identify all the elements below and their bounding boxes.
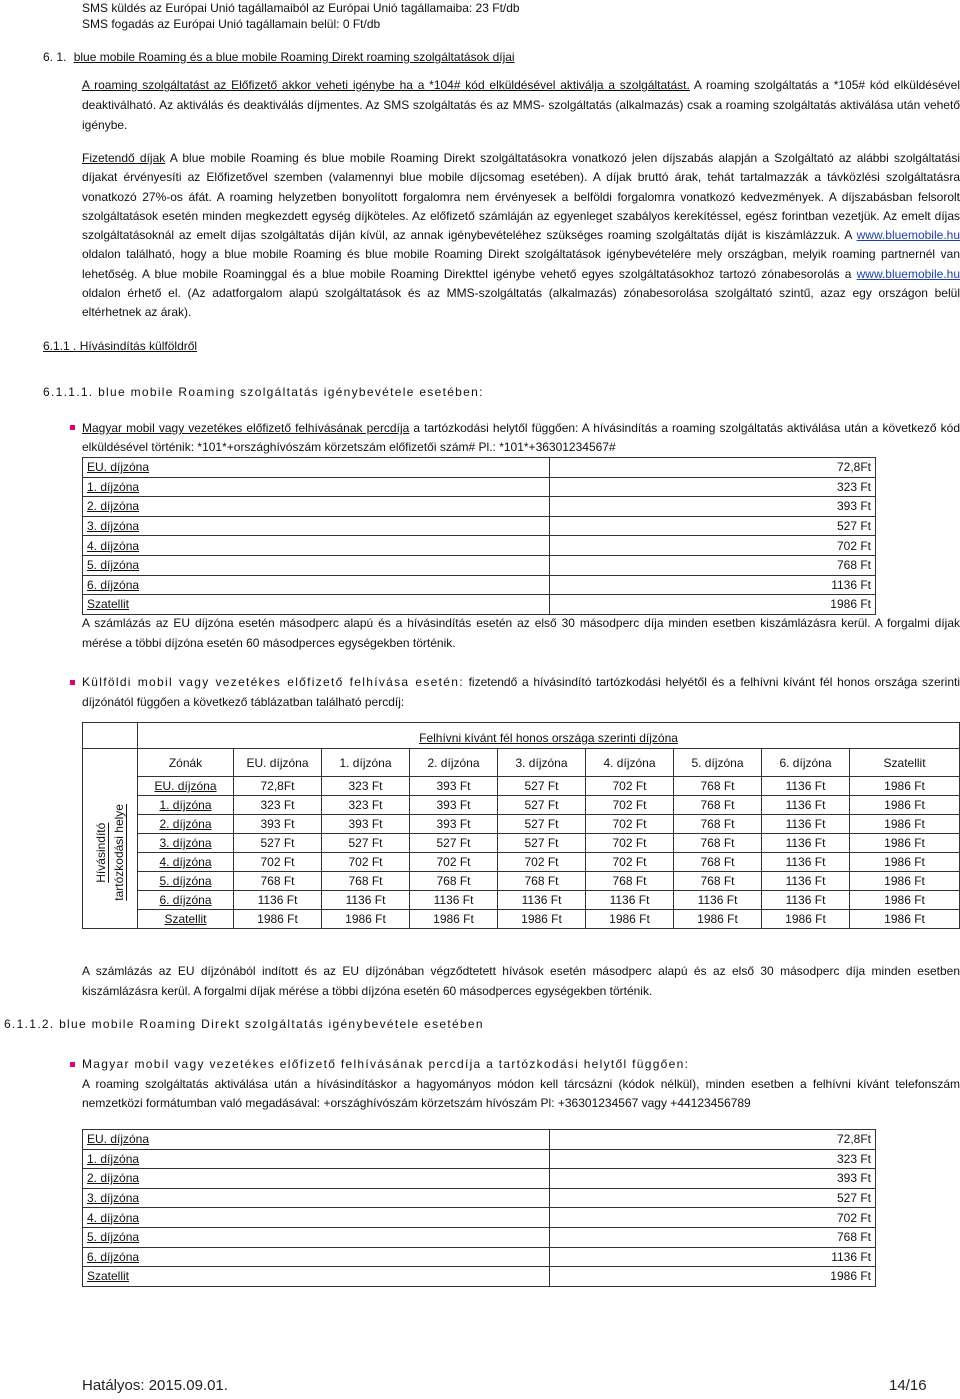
matrix-cell: 768 Ft	[410, 872, 498, 891]
zone-name: EU. díjzóna	[83, 458, 550, 478]
matrix-cell: 768 Ft	[322, 872, 410, 891]
matrix-cell: 393 Ft	[410, 815, 498, 834]
matrix-cell: 768 Ft	[674, 853, 762, 872]
table-row	[83, 1267, 876, 1287]
price-table-roaming-direkt	[82, 1129, 876, 1287]
matrix-cell: 1986 Ft	[850, 796, 960, 815]
matrix-column-header: 3. díjzóna	[498, 749, 586, 777]
zone-price: 1136 Ft	[549, 575, 875, 595]
header-line-2: SMS fogadás az Európai Unió tagállamain belül: 0 Ft/db	[82, 17, 381, 31]
matrix-cell: 527 Ft	[498, 777, 586, 796]
matrix-cell: 1986 Ft	[322, 910, 410, 929]
zone-name: 5. díjzóna	[83, 555, 550, 575]
matrix-cell: 323 Ft	[322, 796, 410, 815]
zone-price: 1986 Ft	[549, 595, 875, 615]
matrix-cell: 393 Ft	[234, 815, 322, 834]
matrix-corner: Zónák	[138, 749, 234, 777]
zone-price: 72,8Ft	[549, 458, 875, 478]
section-6-1-1-1-heading: 6.1.1.1. blue mobile Roaming szolgáltatás igénybevétele esetében:	[43, 385, 484, 399]
bullet-3-marker	[70, 1062, 75, 1067]
matrix-row	[83, 853, 960, 872]
bullet-1-text	[82, 419, 960, 457]
bullet-1-label: Magyar mobil vagy vezetékes előfizető felhívásának percdíja	[82, 421, 410, 435]
matrix-cell: 1136 Ft	[762, 815, 850, 834]
section-6-1-1-heading: 6.1.1 . Hívásindítás külföldről	[43, 339, 198, 353]
matrix-cell: 527 Ft	[410, 834, 498, 853]
matrix-side-spacer	[83, 749, 138, 777]
zone-price: 1136 Ft	[549, 1247, 875, 1267]
zone-name: Szatellit	[83, 1267, 550, 1287]
matrix-row-zone: Szatellit	[138, 910, 234, 929]
zone-price: 72,8Ft	[549, 1130, 875, 1150]
matrix-cell: 1986 Ft	[850, 853, 960, 872]
matrix-cell: 702 Ft	[234, 853, 322, 872]
zone-price: 768 Ft	[549, 555, 875, 575]
section-title: blue mobile Roaming és a blue mobile Roaming Direkt roaming szolgáltatások díjai	[73, 50, 515, 64]
matrix-cell: 1986 Ft	[850, 777, 960, 796]
matrix-cell: 1986 Ft	[850, 872, 960, 891]
matrix-cell: 393 Ft	[410, 777, 498, 796]
table-row	[83, 458, 876, 478]
table-row	[83, 1169, 876, 1189]
matrix-cell: 323 Ft	[322, 777, 410, 796]
table-row	[83, 536, 876, 556]
matrix-cell: 768 Ft	[234, 872, 322, 891]
matrix-cell: 1986 Ft	[762, 910, 850, 929]
zone-name: 4. díjzóna	[83, 536, 550, 556]
zone-name: 6. díjzóna	[83, 575, 550, 595]
matrix-cell: 702 Ft	[322, 853, 410, 872]
matrix-cell: 702 Ft	[586, 853, 674, 872]
matrix-side-label-1: Hívásindító	[94, 822, 108, 883]
table-row	[83, 555, 876, 575]
bullet-2-text	[82, 673, 960, 712]
matrix-cell: 1986 Ft	[850, 834, 960, 853]
table-row	[83, 1208, 876, 1228]
matrix-cell: 1136 Ft	[762, 796, 850, 815]
matrix-cell: 702 Ft	[586, 796, 674, 815]
matrix-cell: 1986 Ft	[674, 910, 762, 929]
activation-rest: A roaming szolgáltatás a *105# kód elküldésével deaktiválható. Az aktiválás és deaktiválás díjmentes. Az SMS szolgáltatás és az MMS- szolgáltatás (alkalmazás) csak a roaming szolgáltatás aktiválása után vehető igénybe.	[82, 78, 960, 132]
section-6-1-heading	[43, 49, 943, 66]
zone-name: EU. díjzóna	[83, 1130, 550, 1150]
matrix-cell: 527 Ft	[498, 796, 586, 815]
zone-matrix-table	[82, 722, 960, 929]
matrix-cell: 768 Ft	[674, 777, 762, 796]
zone-name: 2. díjzóna	[83, 497, 550, 517]
matrix-cell: 768 Ft	[586, 872, 674, 891]
zone-name: 5. díjzóna	[83, 1227, 550, 1247]
matrix-side-header	[83, 777, 138, 929]
matrix-row	[83, 834, 960, 853]
matrix-cell: 323 Ft	[234, 796, 322, 815]
bullet-2-marker	[70, 680, 75, 685]
zone-price: 393 Ft	[549, 497, 875, 517]
matrix-cell: 72,8Ft	[234, 777, 322, 796]
bullet-3-label: Magyar mobil vagy vezetékes előfizető felhívásának percdíja a tartózkodási helytől függően:	[82, 1057, 690, 1071]
zone-name: 3. díjzóna	[83, 1188, 550, 1208]
zone-price: 768 Ft	[549, 1227, 875, 1247]
matrix-column-header: 2. díjzóna	[410, 749, 498, 777]
zone-name: 2. díjzóna	[83, 1169, 550, 1189]
fees-label: Fizetendő díjak	[82, 151, 166, 165]
matrix-cell: 1136 Ft	[762, 891, 850, 910]
table-row	[83, 1227, 876, 1247]
bullet-2-label: Külföldi mobil vagy vezetékes előfizető felhívása esetén:	[82, 675, 464, 689]
matrix-cell: 527 Ft	[322, 834, 410, 853]
matrix-cell: 702 Ft	[586, 815, 674, 834]
zone-price: 527 Ft	[549, 516, 875, 536]
section-6-1-1-2-heading: 6.1.1.2. blue mobile Roaming Direkt szolgáltatás igénybevétele esetében	[4, 1017, 484, 1031]
matrix-cell: 393 Ft	[410, 796, 498, 815]
table-row	[83, 1188, 876, 1208]
zone-price: 527 Ft	[549, 1188, 875, 1208]
zone-name: 1. díjzóna	[83, 1149, 550, 1169]
matrix-row-zone: EU. díjzóna	[138, 777, 234, 796]
matrix-row	[83, 796, 960, 815]
activation-paragraph	[82, 75, 960, 135]
matrix-cell: 702 Ft	[586, 777, 674, 796]
zone-name: Szatellit	[83, 595, 550, 615]
footer-effective-date: Hatályos: 2015.09.01.	[82, 1377, 228, 1394]
note-2: A számlázás az EU díjzónából indított és az EU díjzónában végződtetett hívások esetén másodperc alapú és az első 30 másodperc díja minden esetben kiszámlázásra kerül. A forgalmi díjak mérése a többi díjzóna esetén 60 másodperces egységekben történik.	[82, 964, 960, 998]
matrix-row	[83, 777, 960, 796]
activation-bold: A roaming szolgáltatást az Előfizető akkor veheti igénybe ha a *104# kód elküldésével aktiválja a szolgáltatást.	[82, 78, 690, 92]
matrix-cell: 1136 Ft	[674, 891, 762, 910]
table-row	[83, 1149, 876, 1169]
matrix-cell: 1136 Ft	[762, 853, 850, 872]
zone-name: 3. díjzóna	[83, 516, 550, 536]
matrix-cell: 527 Ft	[234, 834, 322, 853]
matrix-cell: 1136 Ft	[762, 872, 850, 891]
section-number: 6. 1.	[43, 50, 67, 64]
matrix-row-zone: 2. díjzóna	[138, 815, 234, 834]
zone-price: 1986 Ft	[549, 1267, 875, 1287]
matrix-cell: 768 Ft	[674, 815, 762, 834]
matrix-row	[83, 815, 960, 834]
table-row	[83, 595, 876, 615]
matrix-row-zone: 4. díjzóna	[138, 853, 234, 872]
zone-name: 4. díjzóna	[83, 1208, 550, 1228]
matrix-cell: 527 Ft	[498, 815, 586, 834]
zone-name: 6. díjzóna	[83, 1247, 550, 1267]
zone-price: 323 Ft	[549, 477, 875, 497]
bullet-1-body: a tartózkodási helytől függően: A hívásindítás a roaming szolgáltatás aktiválása után a következő kód elküldésével történik: *101*+országhívószám körzetszám előfizetői szám# Pl.: *101*+36301234567#	[82, 421, 960, 454]
matrix-row	[83, 872, 960, 891]
matrix-cell: 1136 Ft	[762, 834, 850, 853]
matrix-cell: 1986 Ft	[410, 910, 498, 929]
zone-price: 702 Ft	[549, 1208, 875, 1228]
footer-page-number: 14/16	[889, 1377, 927, 1394]
matrix-cell: 527 Ft	[498, 834, 586, 853]
matrix-cell: 1986 Ft	[586, 910, 674, 929]
matrix-row	[83, 891, 960, 910]
header-line-1: SMS küldés az Európai Unió tagállamaiból az Európai Unió tagállamaiba: 23 Ft/db	[82, 1, 520, 15]
matrix-side-label	[92, 804, 128, 901]
fees-text-1: A blue mobile Roaming és blue mobile Roaming Direkt szolgáltatásokra vonatkozó jelen díjszabás alapján a Szolgáltató az alábbi szolgáltatási díjakat érvényesíti az Előfizetővel szemben (valamennyi blue mobile díjcsomag esetében). A díjak bruttó árak, tehát tartalmazzák a távközlési szolgáltatásra vonatkozó 27%-os áfát. A roaming helyzetben bonyolított forgalomra nem érvényesek a belföldi forgalomra vonatkozó kedvezmények. A díjszabásban felsorolt szolgáltatások esetén minden megkezdett egység díjköteles. Az előfizető számláján az egyenleget szabályos kerekítéssel, egész forintban vezetjük. Az emelt díjas szolgáltatásoknál az emelt díjas szolgáltatás díján kívül, az annak igénybevételéhez szükséges roaming szolgáltatás díját is kiszámlázzuk. A	[82, 151, 960, 243]
bluemobile-link-1[interactable]: www.bluemobile.hu	[856, 228, 960, 243]
note-1: A számlázás az EU díjzóna esetén másodperc alapú és a hívásindítás esetén az első 30 másodperc díja minden esetben kiszámlázásra kerül. A forgalmi díjak mérése a többi díjzóna esetén 60 másodperces egységekben történik.	[82, 616, 960, 650]
matrix-cell: 1136 Ft	[234, 891, 322, 910]
price-table-roaming	[82, 457, 876, 615]
matrix-cell: 1986 Ft	[850, 910, 960, 929]
table-row	[83, 477, 876, 497]
matrix-cell: 702 Ft	[586, 834, 674, 853]
fees-text-2: oldalon található, hogy a blue mobile Roaming és blue mobile Roaming Direkt szolgáltatások igénybevételére mely országban, melyik roaming partnernél van lehetőség. A blue mobile Roaminggal és a blue mobile Roaming Direkttel igénybe vehető egyes szolgáltatásokhoz tartozó zónabesorolás a	[82, 247, 960, 281]
matrix-cell: 702 Ft	[498, 853, 586, 872]
matrix-cell: 1136 Ft	[762, 777, 850, 796]
matrix-row-zone: 6. díjzóna	[138, 891, 234, 910]
matrix-column-header: Szatellit	[850, 749, 960, 777]
matrix-row-zone: 1. díjzóna	[138, 796, 234, 815]
table-row	[83, 1247, 876, 1267]
table-row	[83, 516, 876, 536]
zone-price: 702 Ft	[549, 536, 875, 556]
bullet-3-body: A roaming szolgáltatás aktiválása után a hívásindításkor a hagyományos módon kell tárcsázni (kódok nélkül), minden esetben a felhívni kívánt telefonszám nemzetközi formátumban való megadásával: +országhívószám körzetszám hívószám Pl: +36301234567 vagy +44123456789	[82, 1076, 960, 1110]
matrix-cell: 1136 Ft	[498, 891, 586, 910]
zone-name: 1. díjzóna	[83, 477, 550, 497]
matrix-row-zone: 5. díjzóna	[138, 872, 234, 891]
matrix-cell: 1986 Ft	[850, 891, 960, 910]
bluemobile-link-2[interactable]: www.bluemobile.hu	[856, 266, 960, 281]
matrix-column-header: 1. díjzóna	[322, 749, 410, 777]
bullet-2-body: fizetendő a hívásindító tartózkodási helyétől és a felhívni kívánt fél honos országa szerinti díjzónától függően a következő táblázatban található percdíj:	[82, 675, 960, 709]
matrix-column-header: 5. díjzóna	[674, 749, 762, 777]
matrix-cell: 1136 Ft	[586, 891, 674, 910]
matrix-row-zone: 3. díjzóna	[138, 834, 234, 853]
fees-text-3: oldalon érhető el. (Az adatforgalom alapú szolgáltatások és az MMS-szolgáltatás (alkalmazás) zónabesorolása szolgáltató szintű, azaz egy országon belül eltérhetnek az árak).	[82, 286, 960, 320]
zone-price: 393 Ft	[549, 1169, 875, 1189]
table-row	[83, 1130, 876, 1150]
matrix-cell: 768 Ft	[674, 834, 762, 853]
matrix-empty-corner	[83, 723, 138, 749]
matrix-cell: 393 Ft	[322, 815, 410, 834]
matrix-cell: 1986 Ft	[498, 910, 586, 929]
matrix-column-header: EU. díjzóna	[234, 749, 322, 777]
bullet-3-text	[82, 1055, 960, 1114]
header-lines	[82, 0, 942, 32]
bullet-1-marker	[70, 425, 75, 430]
matrix-side-label-2: tartózkodási helye	[112, 803, 126, 901]
table-row	[83, 575, 876, 595]
matrix-cell: 1136 Ft	[322, 891, 410, 910]
matrix-column-header: 6. díjzóna	[762, 749, 850, 777]
matrix-cell: 1136 Ft	[410, 891, 498, 910]
matrix-row	[83, 910, 960, 929]
matrix-cell: 1986 Ft	[850, 815, 960, 834]
matrix-column-header: 4. díjzóna	[586, 749, 674, 777]
table-row	[83, 497, 876, 517]
matrix-cell: 768 Ft	[674, 872, 762, 891]
zone-price: 323 Ft	[549, 1149, 875, 1169]
matrix-top-header: Felhívni kívánt fél honos országa szerinti díjzóna	[138, 723, 960, 749]
matrix-cell: 702 Ft	[410, 853, 498, 872]
matrix-cell: 1986 Ft	[234, 910, 322, 929]
fees-paragraph	[82, 149, 960, 323]
matrix-cell: 768 Ft	[674, 796, 762, 815]
matrix-cell: 768 Ft	[498, 872, 586, 891]
